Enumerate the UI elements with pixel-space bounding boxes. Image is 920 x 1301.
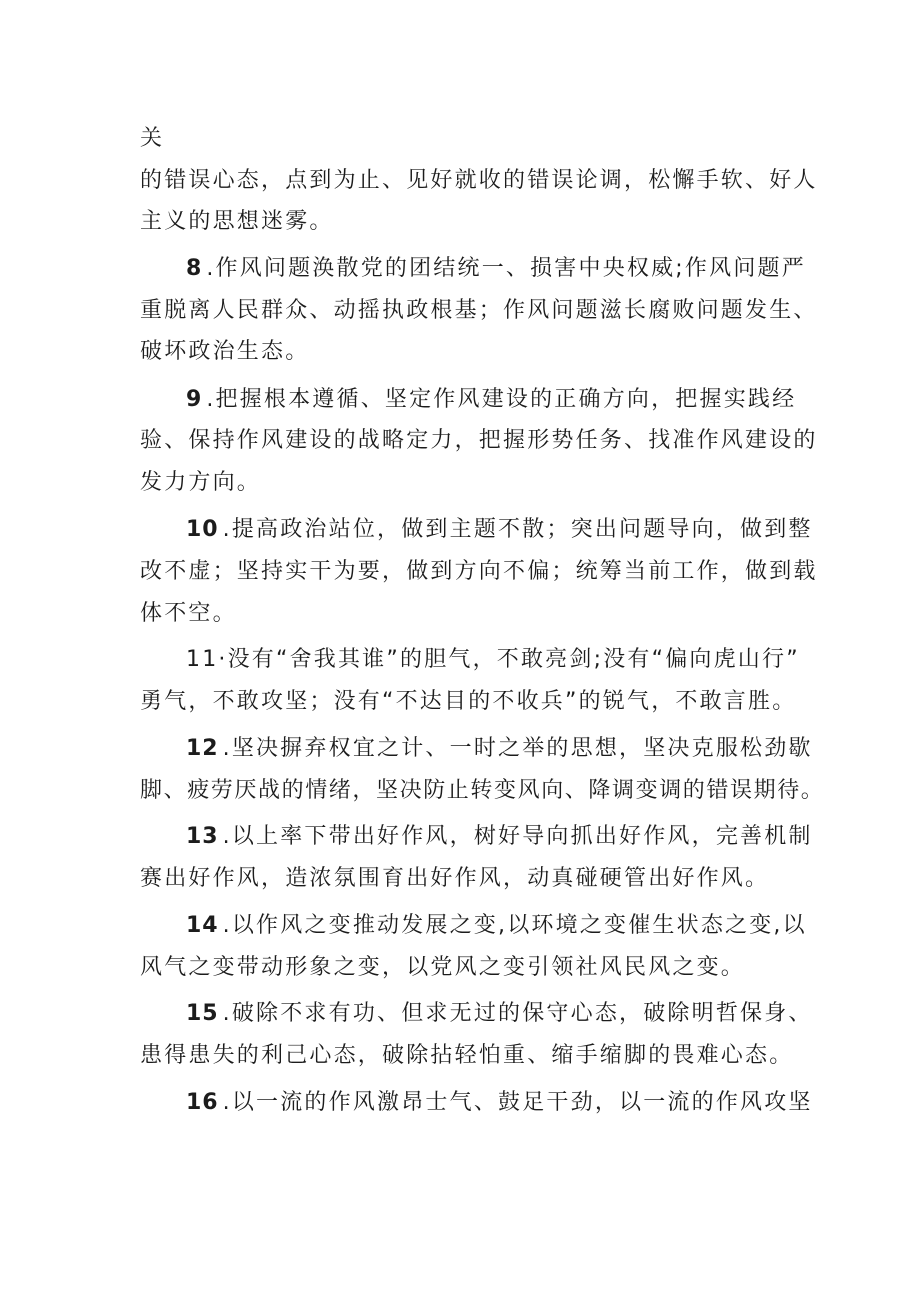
line-text: 体不空。 xyxy=(140,601,237,626)
line-text: .把握根本遵循、坚定作风建设的正确方向，把握实践经 xyxy=(206,387,797,412)
line-text: 风气之变带动形象之变，以党风之变引领社风民风之变。 xyxy=(140,955,746,980)
paragraph-start-9 xyxy=(186,385,866,415)
item-number: 9 xyxy=(186,387,203,412)
paragraph-start-14 xyxy=(186,911,866,941)
line-text: .以作风之变推动发展之变,以环境之变催生状态之变,以 xyxy=(222,913,807,938)
line-text: 脚、疲劳厌战的情绪，坚决防止转变风向、降调变调的错误期待。 xyxy=(140,778,825,803)
paragraph-start-12 xyxy=(186,734,866,764)
text-line xyxy=(140,1041,820,1071)
item-number: 14 xyxy=(186,913,219,938)
item-number: 12 xyxy=(186,736,219,761)
line-text: 关 xyxy=(140,126,165,151)
line-text: .提高政治站位，做到主题不散；突出问题导向，做到整 xyxy=(222,517,813,542)
text-line xyxy=(140,337,820,367)
paragraph-start-8 xyxy=(186,254,866,284)
line-text: .以一流的作风激昂士气、鼓足干劲，以一流的作风攻坚 xyxy=(222,1090,813,1115)
line-text: .以上率下带出好作风，树好导向抓出好作风，完善机制 xyxy=(222,824,813,849)
text-line xyxy=(140,207,820,237)
paragraph-start-10 xyxy=(186,515,866,545)
text-line xyxy=(140,468,820,498)
line-text: 重脱离人民群众、动摇执政根基；作风问题滋长腐败问题发生、 xyxy=(140,298,818,323)
text-line xyxy=(140,864,820,894)
line-text: 的错误心态，点到为止、见好就收的错误论调，松懈手软、好人 xyxy=(140,168,818,193)
paragraph-start-13 xyxy=(186,822,866,852)
item-number: 13 xyxy=(186,824,219,849)
line-text: 赛出好作风，造浓氛围育出好作风，动真碰硬管出好作风。 xyxy=(140,866,770,891)
item-number: 15 xyxy=(186,1001,219,1026)
text-line xyxy=(140,776,825,806)
text-line xyxy=(140,687,820,717)
line-text: 验、保持作风建设的战略定力，把握形势任务、找准作风建设的 xyxy=(140,428,818,453)
line-text: 勇气，不敢攻坚；没有“不达目的不收兵”的锐气，不敢言胜。 xyxy=(140,689,797,714)
line-text: 破坏政治生态。 xyxy=(140,339,310,364)
line-text: .作风问题涣散党的团结统一、损害中央权威;作风问题严 xyxy=(206,256,806,281)
text-line xyxy=(140,296,820,326)
line-text: 患得患失的利己心态，破除拈轻怕重、缩手缩脚的畏难心态。 xyxy=(140,1043,794,1068)
item-number: 10 xyxy=(186,517,219,542)
text-line xyxy=(140,557,820,587)
paragraph-start-15 xyxy=(186,999,866,1029)
text-line xyxy=(140,124,820,154)
line-text: 发力方向。 xyxy=(140,470,262,495)
paragraph-start-16 xyxy=(186,1088,866,1118)
text-line xyxy=(140,599,820,629)
text-line xyxy=(140,426,820,456)
line-text: .破除不求有功、但求无过的保守心态，破除明哲保身、 xyxy=(222,1001,813,1026)
line-text: .坚决摒弃权宜之计、一时之举的思想，坚决克服松劲歇 xyxy=(222,736,813,761)
item-number: 8 xyxy=(186,256,203,281)
line-text: 改不虚；坚持实干为要，做到方向不偏；统筹当前工作，做到载 xyxy=(140,559,818,584)
text-line xyxy=(140,166,820,196)
line-text: 主义的思想迷雾。 xyxy=(140,209,334,234)
item-number: 16 xyxy=(186,1090,219,1115)
text-line xyxy=(140,953,820,983)
paragraph-start-11 xyxy=(186,645,866,675)
line-text: 11·没有“舍我其谁”的胆气，不敢亮剑;没有“偏向虎山行” xyxy=(186,647,800,672)
